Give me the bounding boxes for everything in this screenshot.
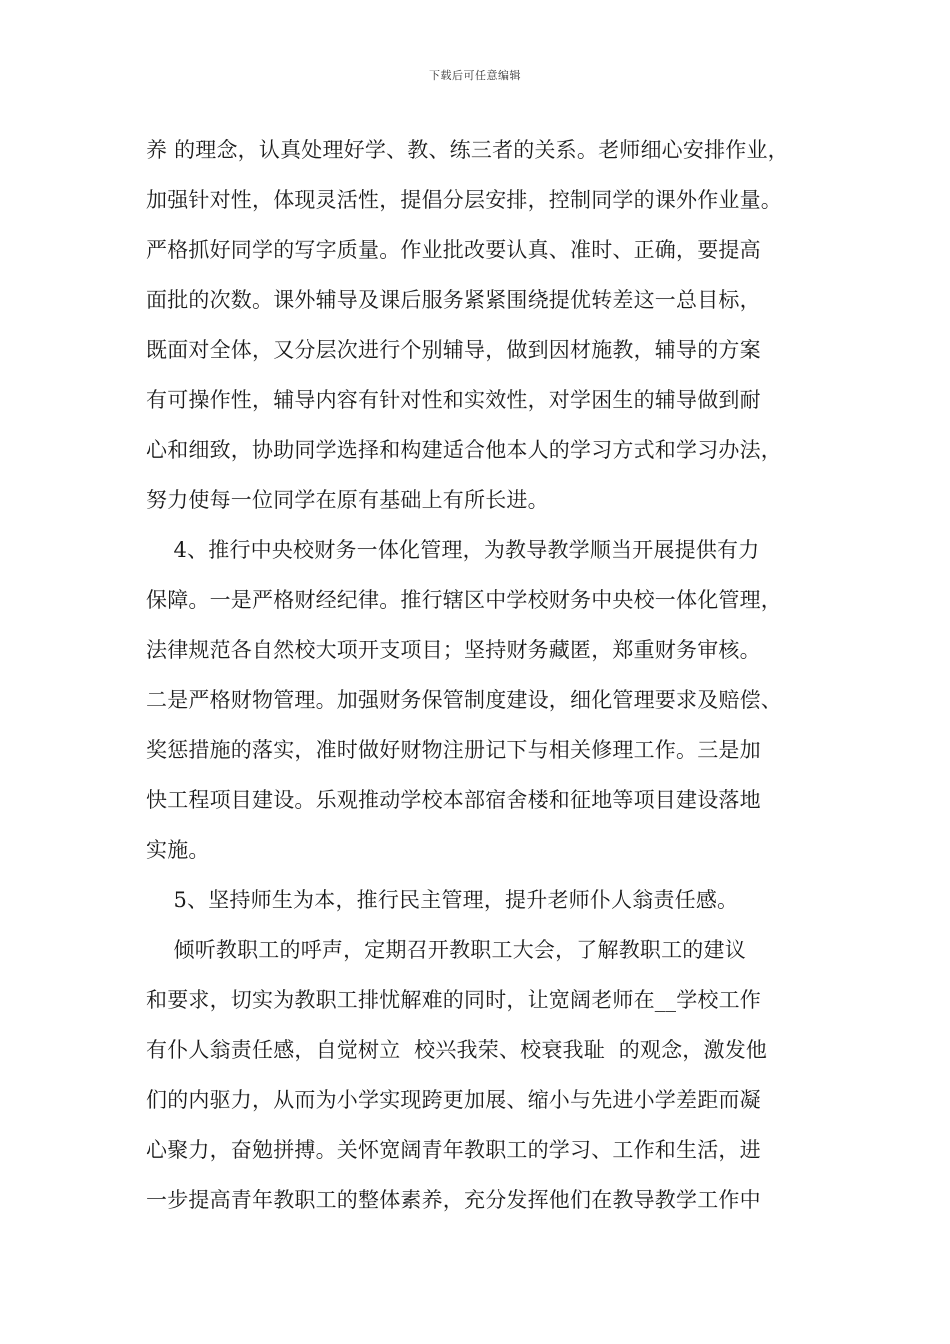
text-line: 既面对全体，又分层次进行个别辅导，做到因材施教，辅导的方案: [146, 338, 761, 362]
text-line: 养 的理念，认真处理好学、教、练三者的关系。老师细心安排作业，: [146, 138, 789, 162]
page-header: 下载后可任意编辑: [429, 69, 521, 82]
text-line: 严格抓好同学的写字质量。作业批改要认真、准时、正确，要提高: [146, 238, 761, 262]
text-line: 有可操作性，辅导内容有针对性和实效性，对学困生的辅导做到耐: [146, 388, 761, 412]
text-line: 面批的次数。课外辅导及课后服务紧紧围绕提优转差这一总目标，: [146, 288, 761, 312]
text-line: 实施。: [146, 838, 210, 862]
text-line: 们的内驱力，从而为小学实现跨更加展、缩小与先进小学差距而凝: [146, 1088, 761, 1112]
text-line: 保障。一是严格财经纪律。推行辖区中学校财务中央校一体化管理，: [146, 588, 782, 612]
text-line: 法律规范各自然校大项开支项目；坚持财务藏匿，郑重财务审核。: [146, 638, 761, 662]
text-line: 奖惩措施的落实，准时做好财物注册记下与相关修理工作。三是加: [146, 738, 761, 762]
text-line: 倾听教职工的呼声，定期召开教职工大会，了解教职工的建议: [146, 938, 746, 962]
text-line: 心聚力，奋勉拼搏。关怀宽阔青年教职工的学习、工作和生活，进: [146, 1138, 761, 1162]
text-line: 努力使每一位同学在原有基础上有所长进。: [146, 488, 549, 512]
text-line: 加强针对性，体现灵活性，提倡分层安排，控制同学的课外作业量。: [146, 188, 782, 212]
text-line: 心和细致，协助同学选择和构建适合他本人的学习方式和学习办法，: [146, 438, 782, 462]
text-line: 二是严格财物管理。加强财务保管制度建设，细化管理要求及赔偿、: [146, 688, 782, 712]
text-line: 快工程项目建设。乐观推动学校本部宿舍楼和征地等项目建设落地: [146, 788, 761, 812]
text-line: 和要求，切实为教职工排忧解难的同时，让宽阔老师在__学校工作: [146, 988, 761, 1012]
text-line: 4、推行中央校财务一体化管理，为教导教学顺当开展提供有力: [146, 538, 760, 562]
text-line: 有仆人翁责任感，自觉树立 校兴我荣、校衰我耻 的观念，激发他: [146, 1038, 768, 1062]
text-line: 一步提高青年教职工的整体素养，充分发挥他们在教导教学工作中: [146, 1188, 761, 1212]
text-line: 5、坚持师生为本，推行民主管理，提升老师仆人翁责任感。: [146, 888, 739, 912]
